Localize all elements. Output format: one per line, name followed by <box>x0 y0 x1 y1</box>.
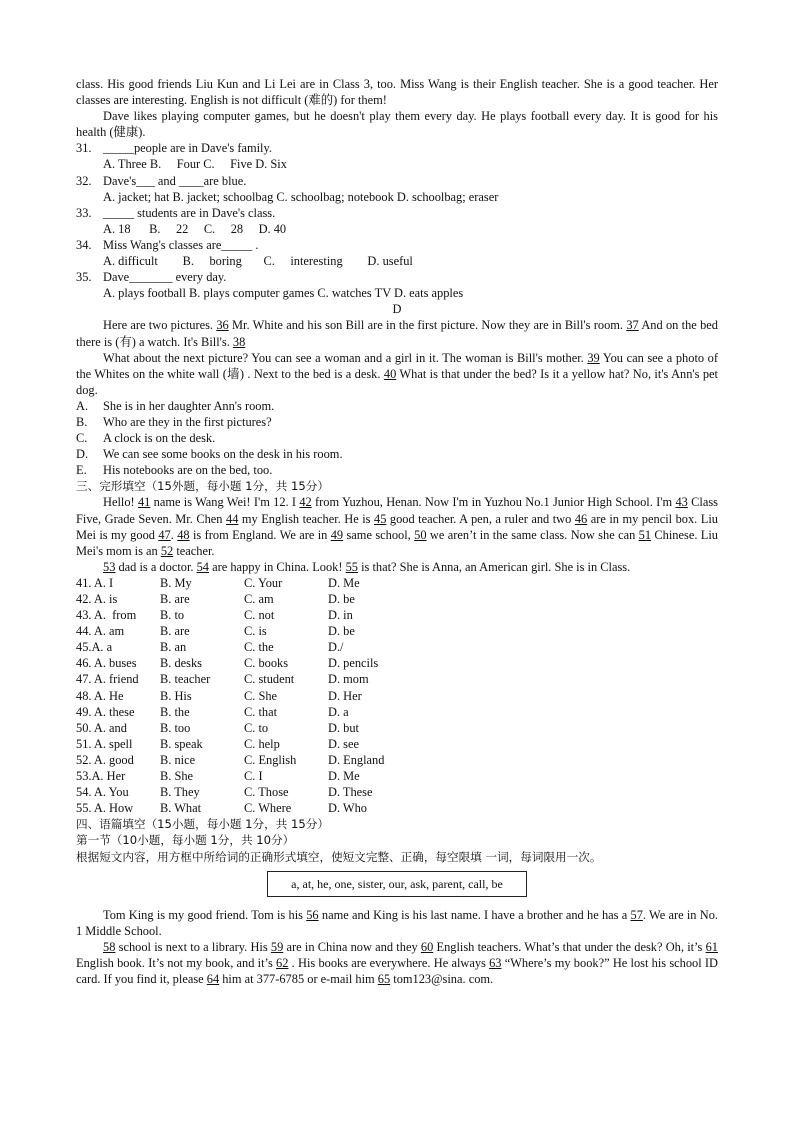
text-run: school is next to a library. His <box>115 939 271 954</box>
text-run: from Yuzhou, Henan. Now I'm in Yuzhou No.1 Junior High School. I'm <box>311 495 676 510</box>
choice-cell: 53.A. Her <box>76 769 126 784</box>
blank-number: 64 <box>206 971 220 986</box>
choice-row <box>76 688 418 704</box>
choice-cell: C. Those <box>244 785 289 800</box>
text-run: English book. It’s not my book, and it’s <box>76 955 277 970</box>
text-run: are in China now and they <box>283 939 421 954</box>
question-number: 32. <box>76 173 92 188</box>
choice-cell: B. the <box>160 704 190 719</box>
choice-row <box>76 768 418 784</box>
option-text: Who are they in the first pictures? <box>103 414 272 429</box>
choice-cell: D. be <box>328 624 355 639</box>
choice-row <box>76 591 418 607</box>
text-run: . We are in No. 1 Middle School. <box>76 907 718 938</box>
question-number: 31. <box>76 141 92 156</box>
choice-cell: B. They <box>160 785 200 800</box>
choice-row <box>76 736 418 752</box>
section-d-paragraph-2 <box>76 350 718 398</box>
choice-row <box>76 607 418 623</box>
text-run: . His books are everywhere. He always <box>288 955 490 970</box>
blank-number: 54 <box>196 559 209 574</box>
choice-cell: B. nice <box>160 752 196 767</box>
choice-cell: 46. A. buses <box>76 656 137 671</box>
choice-cell: C. that <box>244 704 278 719</box>
choice-cell: B. desks <box>160 656 202 671</box>
choice-cell: D. in <box>328 608 353 623</box>
text-run: my English teacher. He is <box>238 511 374 526</box>
blank-number: 40 <box>383 366 397 381</box>
option-letter: C. <box>76 431 88 446</box>
option-text: A clock is on the desk. <box>103 431 216 446</box>
blank-number: 53 <box>103 559 116 574</box>
cloze-choices-table <box>76 575 418 816</box>
cloze-paragraph-2 <box>76 559 718 575</box>
text-run: “Where’s my book?” He lost his school ID card. If you find it, please <box>76 955 718 986</box>
text-run: good teacher. A pen, a ruler and two <box>386 511 575 526</box>
discourse-paragraph-1 <box>76 907 718 939</box>
exam-page <box>76 76 718 987</box>
choice-cell: C. Where <box>244 801 292 816</box>
text-run: him at 377-6785 or e-mail him <box>219 971 378 986</box>
blank-number: 37 <box>626 318 639 333</box>
choice-cell: D. These <box>328 785 373 800</box>
text-run: Mr. White and his son Bill are in the first picture. Now they are in Bill's room. <box>228 318 627 333</box>
choice-cell: 45.A. a <box>76 640 113 655</box>
cloze-paragraph-1 <box>76 494 718 558</box>
cloze-heading: 三、完形填空（15外题，每小题 1分，共 15分） <box>76 479 329 494</box>
option-text: She is in her daughter Ann's room. <box>103 398 275 413</box>
question-options: A. 18 B. 22 C. 28 D. 40 <box>103 221 287 236</box>
choice-cell: D. be <box>328 592 355 606</box>
option-item <box>76 462 718 478</box>
choice-row <box>76 752 418 768</box>
blank-number: 63 <box>489 955 502 970</box>
choice-cell: D. a <box>328 704 349 719</box>
text-run: And on the bed there is (有) a watch. It's Bill's. <box>76 318 718 349</box>
text-run: name and King is his last name. I have a brother and he has a <box>318 907 631 922</box>
choice-cell: C. Your <box>244 575 283 590</box>
blank-number: 43 <box>675 495 688 510</box>
text-run: tom123@sina. com. <box>390 971 494 986</box>
discourse-heading: 四、语篇填空（15小题，每小题 1分，共 15分） <box>76 817 329 832</box>
text-run: What is that under the bed? Is it a yellow hat? No, it's Ann's pet dog. <box>76 366 718 397</box>
option-letter: B. <box>76 414 88 429</box>
choice-cell: D. pencils <box>328 656 379 671</box>
question-number: 33. <box>76 205 92 220</box>
question-item <box>76 173 718 189</box>
text-run: Chinese. Liu Mei's mom is an <box>76 527 719 558</box>
choice-cell: B. an <box>160 640 187 655</box>
option-letter: D. <box>76 447 89 462</box>
blank-number: 58 <box>103 939 116 954</box>
text-run: Here are two pictures. <box>103 318 217 333</box>
text-run: What about the next picture? You can see a woman and a girl in it. The woman is Bill's mother. <box>103 350 588 365</box>
blank-number: 55 <box>345 559 358 574</box>
choice-cell: B. She <box>160 769 194 784</box>
text-run: You can see a photo of the Whites on the white wall (墙) . Next to the bed is a desk. <box>76 350 718 381</box>
blank-number: 41 <box>137 495 151 510</box>
choice-cell: B. are <box>160 592 190 606</box>
blank-number: 44 <box>226 511 239 526</box>
option-text: We can see some books on the desk in his room. <box>103 447 343 462</box>
text-run: is from England. We are in <box>189 527 331 542</box>
option-letter: E. <box>76 463 87 478</box>
choice-cell: D. see <box>328 736 359 751</box>
text-run: are happy in China. Look! <box>209 559 346 574</box>
question-stem: Dave_______ every day. <box>103 270 227 285</box>
option-letter: A. <box>76 398 89 413</box>
blank-number: 61 <box>705 939 718 954</box>
blank-number: 50 <box>414 527 427 542</box>
choice-cell: D. Me <box>328 769 360 784</box>
choice-cell: 43. A. from <box>76 608 137 623</box>
blank-number: 65 <box>377 971 391 986</box>
question-options: A. jacket; hat B. jacket; schoolbag C. schoolbag; notebook D. schoolbag; eraser <box>103 189 499 204</box>
choice-cell: C. books <box>244 656 289 671</box>
blank-number: 36 <box>216 318 229 333</box>
question-item <box>76 205 718 221</box>
choice-row <box>76 784 418 800</box>
choice-cell: C. I <box>244 769 263 784</box>
blank-number: 56 <box>306 907 319 922</box>
option-item <box>76 414 718 430</box>
text-run: Hello! <box>103 495 138 510</box>
choice-cell: B. too <box>160 720 191 735</box>
choice-cell: D. mom <box>328 672 369 687</box>
passage-c-continuation: class. His good friends Liu Kun and Li Lei are in Class 3, too. Miss Wang is their English teacher. She is a good teacher. Her classes are interesting. English is not difficult (难的) for them! <box>76 77 718 108</box>
choice-cell: D. Her <box>328 688 362 703</box>
blank-number: 48 <box>177 527 190 542</box>
choice-cell: D./ <box>328 640 344 655</box>
text-run: we aren’t in the same class. Now she can <box>426 527 639 542</box>
text-run: dad is a doctor. <box>115 559 197 574</box>
text-run: Tom King is my good friend. Tom is his <box>103 907 307 922</box>
choice-cell: 49. A. these <box>76 704 135 719</box>
question-stem: _____ students are in Dave's class. <box>103 205 276 220</box>
question-options: A. difficult B. boring C. interesting D. useful <box>103 254 413 269</box>
question-options: A. plays football B. plays computer games C. watches TV D. eats apples <box>103 286 464 301</box>
question-stem: Dave's___ and ____are blue. <box>103 173 247 188</box>
text-run: . <box>170 527 178 542</box>
text-run: Class Five, Grade Seven. Mr. Chen <box>76 495 718 526</box>
section-d-paragraph-1 <box>76 317 718 349</box>
choice-cell: C. is <box>244 624 267 639</box>
question-number: 34. <box>76 237 92 252</box>
choice-row <box>76 800 418 816</box>
text-run: name is Wang Wei! I'm 12. I <box>150 495 300 510</box>
blank-number: 51 <box>638 527 652 542</box>
question-stem: _____people are in Dave's family. <box>103 141 272 156</box>
question-item <box>76 237 718 253</box>
blank-number: 47 <box>158 527 171 542</box>
discourse-part-one: 第一节（10小题，每小题 1分，共 10分） <box>76 833 295 848</box>
choice-cell: B. to <box>160 608 185 623</box>
word-box: a, at, he, one, sister, our, ask, parent, call, be <box>267 871 527 897</box>
choice-cell: 44. A. am <box>76 624 125 639</box>
option-text: His notebooks are on the bed, too. <box>103 463 273 478</box>
choice-row <box>76 704 418 720</box>
blank-number: 60 <box>420 939 434 954</box>
choice-row <box>76 623 418 639</box>
question-number: 35. <box>76 270 92 285</box>
discourse-instruction: 根据短文内容，用方框中所给词的正确形式填空，使短文完整、正确，每空限填 一词，每词限用一次。 <box>76 849 602 864</box>
option-item <box>76 430 718 446</box>
choice-row <box>76 639 418 655</box>
option-item <box>76 446 718 462</box>
choice-cell: C. to <box>244 720 269 735</box>
choice-row <box>76 671 418 687</box>
question-item <box>76 140 718 156</box>
choice-cell: B. are <box>160 624 190 639</box>
choice-cell: C. English <box>244 752 297 767</box>
choice-cell: 55. A. How <box>76 801 134 816</box>
text-run: same school, <box>343 527 415 542</box>
choice-row <box>76 575 418 591</box>
blank-number: 39 <box>587 350 600 365</box>
blank-number: 62 <box>276 955 289 970</box>
blank-number: 38 <box>232 334 246 349</box>
blank-number: 59 <box>270 939 284 954</box>
question-options: A. Three B. Four C. Five D. Six <box>103 157 287 172</box>
choice-cell: B. teacher <box>160 672 211 687</box>
choice-cell: D. but <box>328 720 359 735</box>
choice-cell: B. speak <box>160 736 203 751</box>
choice-cell: B. My <box>160 575 192 590</box>
choice-cell: C. She <box>244 688 278 703</box>
choice-cell: 54. A. You <box>76 785 129 800</box>
question-stem: Miss Wang's classes are_____ . <box>103 237 259 252</box>
blank-number: 52 <box>160 543 174 558</box>
choice-cell: B. His <box>160 688 192 703</box>
text-run: teacher. <box>173 543 215 558</box>
section-d-letter: D <box>392 302 402 317</box>
choice-cell: C. the <box>244 640 274 655</box>
choice-row <box>76 655 418 671</box>
choice-cell: B. What <box>160 801 202 816</box>
passage-c-paragraph: Dave likes playing computer games, but he doesn't play them every day. He plays football every day. It is good for his health (健康). <box>76 109 718 140</box>
choice-cell: D. England <box>328 752 385 767</box>
blank-number: 45 <box>374 511 387 526</box>
blank-number: 57 <box>630 907 643 922</box>
choice-cell: 42. A. is <box>76 592 118 606</box>
choice-cell: C. help <box>244 736 280 751</box>
blank-number: 49 <box>330 527 344 542</box>
choice-cell: C. not <box>244 608 275 623</box>
choice-cell: 47. A. friend <box>76 672 139 687</box>
question-item <box>76 269 718 285</box>
choice-cell: 48. A. He <box>76 688 124 703</box>
choice-cell: 52. A. good <box>76 752 134 767</box>
choice-cell: 41. A. I <box>76 575 114 590</box>
blank-number: 46 <box>574 511 588 526</box>
text-run: English teachers. What’s that under the desk? Oh, it’s <box>433 939 706 954</box>
choice-row <box>76 720 418 736</box>
choice-cell: C. am <box>244 592 274 606</box>
section-d-options <box>76 398 718 478</box>
option-item <box>76 398 718 414</box>
choice-cell: D. Who <box>328 801 368 816</box>
choice-cell: C. student <box>244 672 295 687</box>
text-run: is that? She is Anna, an American girl. She is in Class. <box>358 559 631 574</box>
text-run: are in my pencil box. Liu Mei is my good <box>76 511 718 542</box>
choice-cell: 51. A. spell <box>76 736 133 751</box>
choice-cell: D. Me <box>328 575 360 590</box>
choice-cell: 50. A. and <box>76 720 127 735</box>
questions-31-35 <box>76 140 718 301</box>
blank-number: 42 <box>299 495 312 510</box>
discourse-paragraph-2 <box>76 939 718 987</box>
